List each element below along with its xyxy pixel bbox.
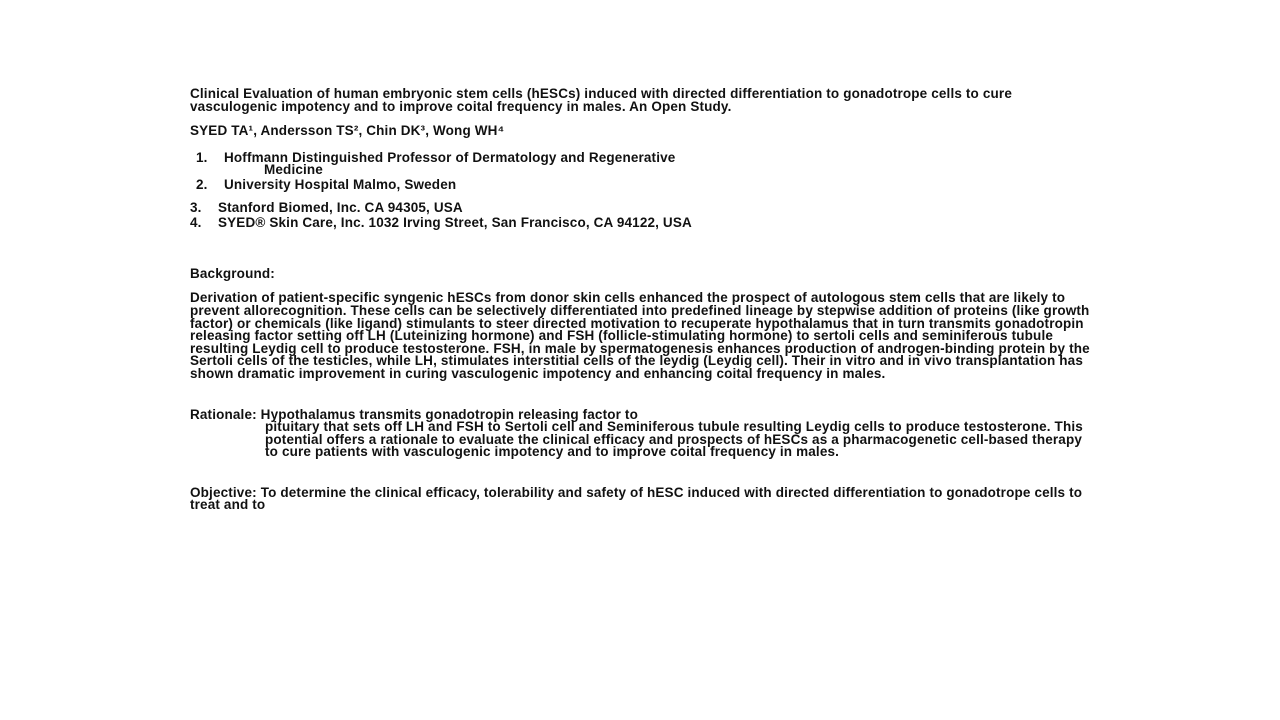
background-heading: Background: [190, 265, 275, 281]
objective-section [190, 484, 1095, 513]
affiliation-list [190, 149, 1095, 231]
objective-text: To determine the clinical efficacy, tolerability and safety of hESC induced with directed differentiation to gonadotrope cells to treat and to [190, 484, 1083, 513]
affiliation-item [190, 149, 1095, 178]
affiliation-number: 2. [196, 176, 208, 192]
affiliation-text-continuation: Medicine [264, 162, 323, 178]
affiliation-text: Hoffmann Distinguished Professor of Dermatology and Regenerative [224, 149, 676, 165]
background-text: Derivation of patient-specific syngenic hESCs from donor skin cells enhanced the prospect of autologous stem cells that are likely to prevent allorecognition. These cells can be selectively differentiated into predefined lineage by stepwise addition of proteins (like growth factor) or chemicals (like ligand) stimulants to steer directed motivation to recuperate hypothalamus that in turn transmits gonadotropin releasing factor setting off LH (Luteinizing hormone) and FSH (follicle-stimulating hormone) to sertoli cells and seminiferous tubule resulting Leydig cell to produce testosterone. FSH, in male by spermatogenesis enhances production of androgen-binding protein by the Sertoli cells of the testicles, while LH, stimulates interstitial cells of the leydig (Leydig cell). Their in vitro and in vivo transplantation has shown dramatic improvement in curing vasculogenic impotency and enhancing coital frequency in males. [190, 290, 1090, 381]
affiliation-text: SYED® Skin Care, Inc. 1032 Irving Street, San Francisco, CA 94122, USA [218, 215, 692, 231]
objective-label: Objective: [190, 484, 257, 500]
rationale-label: Rationale: [190, 406, 257, 422]
affiliation-item [190, 199, 1095, 215]
rationale-first-line: Hypothalamus transmits gonadotropin releasing factor to [260, 406, 638, 422]
author-list: SYED TA¹, Andersson TS², Chin DK³, Wong WH⁴ [190, 123, 505, 139]
affiliation-item [190, 217, 1095, 230]
abstract-page [190, 88, 1095, 512]
rationale-text: pituitary that sets off LH and FSH to Sertoli cell and Seminiferous tubule resulting Leydig cells to produce testosterone. This potential offers a rationale to evaluate the clinical efficacy and prospects of hESCs as a pharmacogenetic cell-based therapy to cure patients with vasculogenic impotency and to improve coital frequency in males. [265, 419, 1083, 460]
paper-title: Clinical Evaluation of human embryonic stem cells (hESCs) induced with directed differentiation to gonadotrope cells to cure vasculogenic impotency and to improve coital frequency in males. An Open Study. [190, 86, 1012, 114]
rationale-section [190, 406, 1095, 460]
affiliation-number: 4. [190, 215, 202, 231]
affiliation-number: 1. [196, 149, 208, 165]
affiliation-text: University Hospital Malmo, Sweden [224, 176, 457, 192]
affiliation-text: Stanford Biomed, Inc. CA 94305, USA [218, 199, 463, 215]
affiliation-item [190, 176, 1095, 192]
affiliation-number: 3. [190, 199, 202, 215]
